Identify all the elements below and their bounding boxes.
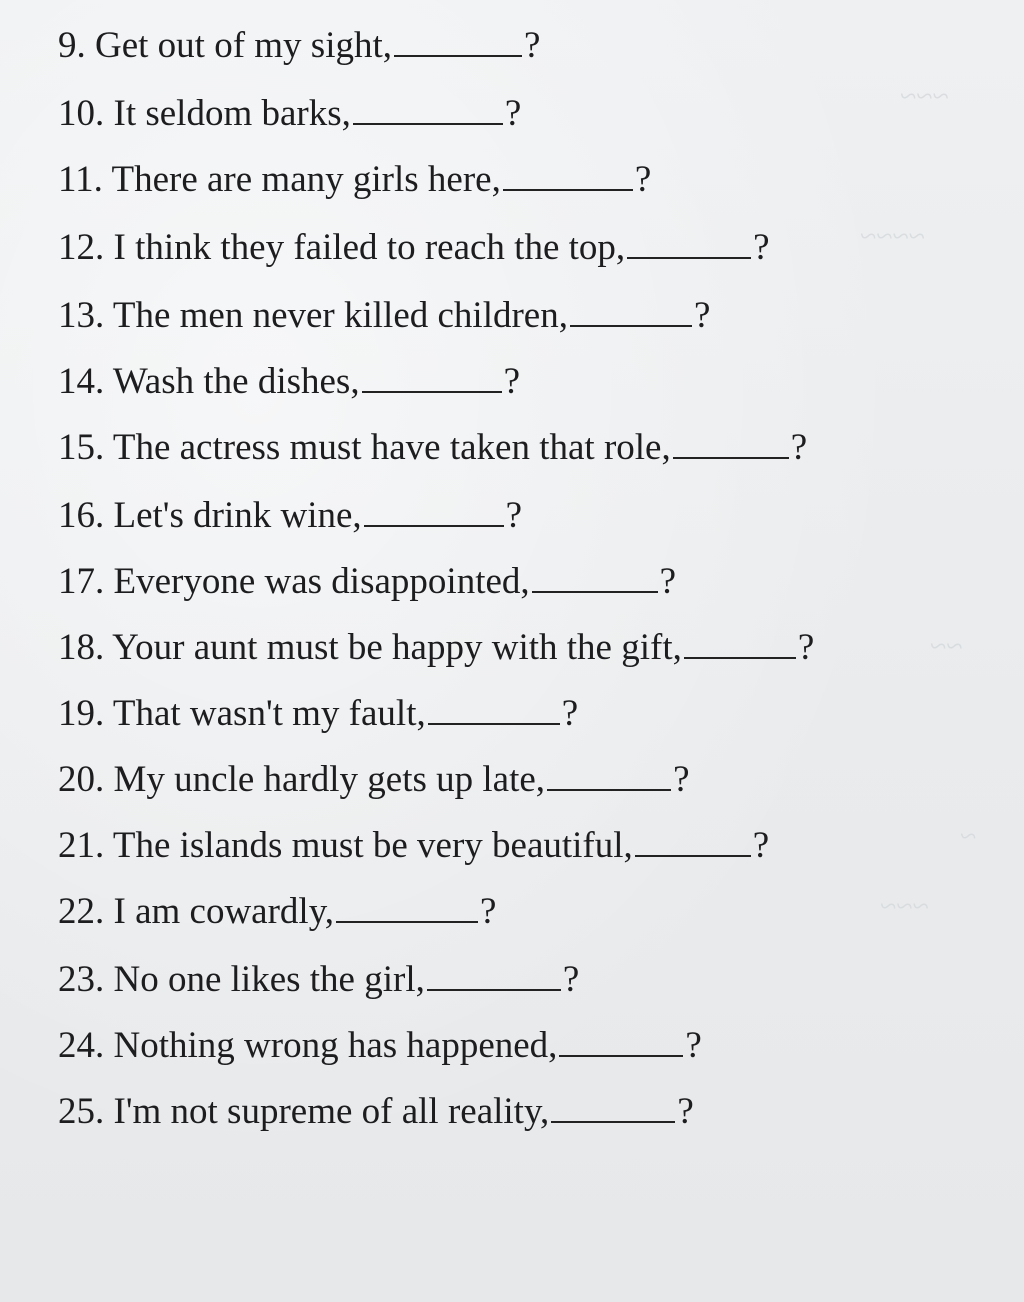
question-text: I'm not supreme of all reality,	[113, 1091, 550, 1132]
question-mark: ?	[685, 1025, 702, 1066]
question-item	[58, 1024, 702, 1068]
question-mark: ?	[504, 93, 522, 134]
question-mark: ?	[505, 495, 523, 536]
answer-blank[interactable]	[362, 361, 502, 393]
answer-blank[interactable]	[364, 495, 504, 527]
answer-blank[interactable]	[336, 891, 478, 923]
question-text: It seldom barks,	[113, 93, 351, 134]
question-number: 15.	[58, 427, 105, 468]
question-mark: ?	[561, 693, 579, 734]
question-text: Your aunt must be happy with the gift,	[112, 627, 682, 668]
question-number: 9.	[58, 25, 86, 66]
answer-blank[interactable]	[353, 93, 503, 125]
question-mark: ?	[790, 427, 808, 468]
question-number: 17.	[58, 561, 105, 602]
question-number: 12.	[58, 227, 105, 268]
question-mark: ?	[752, 825, 770, 866]
question-number: 21.	[58, 825, 105, 866]
question-text: The actress must have taken that role,	[112, 427, 671, 468]
question-mark: ?	[673, 759, 690, 800]
answer-blank[interactable]	[427, 959, 561, 991]
question-item	[58, 560, 676, 604]
question-text: There are many girls here,	[111, 159, 501, 200]
question-mark: ?	[562, 959, 580, 1000]
answer-blank[interactable]	[532, 561, 658, 593]
answer-blank[interactable]	[570, 295, 692, 327]
question-number: 16.	[58, 495, 105, 536]
question-mark: ?	[503, 361, 521, 402]
question-item	[58, 92, 521, 136]
question-number: 18.	[58, 627, 105, 668]
question-number: 10.	[58, 93, 105, 134]
question-item	[58, 958, 579, 1002]
question-mark: ?	[524, 25, 541, 66]
question-item	[58, 1090, 694, 1134]
question-item	[58, 494, 522, 538]
question-mark: ?	[693, 295, 711, 336]
question-text: I think they failed to reach the top,	[113, 227, 626, 268]
question-text: The islands must be very beautiful,	[112, 825, 633, 866]
question-number: 14.	[58, 361, 105, 402]
answer-blank[interactable]	[394, 25, 522, 57]
question-text: My uncle hardly gets up late,	[113, 759, 546, 800]
answer-blank[interactable]	[428, 693, 560, 725]
question-item	[58, 294, 710, 338]
question-item	[58, 426, 807, 470]
bleed-through-mark: ~~~	[900, 80, 949, 113]
question-item	[58, 158, 651, 202]
bleed-through-mark: ~~~~	[860, 220, 925, 253]
question-item	[58, 626, 814, 670]
answer-blank[interactable]	[503, 159, 633, 191]
question-mark: ?	[677, 1091, 694, 1132]
question-item	[58, 824, 769, 868]
answer-blank[interactable]	[684, 627, 796, 659]
question-number: 13.	[58, 295, 105, 336]
question-item	[58, 890, 496, 934]
answer-blank[interactable]	[627, 227, 751, 259]
question-number: 20.	[58, 759, 105, 800]
question-number: 25.	[58, 1091, 105, 1132]
question-mark: ?	[480, 891, 497, 932]
question-text: Nothing wrong has happened,	[113, 1025, 558, 1066]
answer-blank[interactable]	[547, 759, 671, 791]
question-item	[58, 24, 540, 68]
question-item	[58, 226, 770, 270]
bleed-through-mark: ~	[960, 820, 977, 853]
question-text: The men never killed children,	[112, 295, 568, 336]
bleed-through-mark: ~~	[930, 630, 963, 663]
question-mark: ?	[634, 159, 652, 200]
question-number: 24.	[58, 1025, 105, 1066]
question-text: That wasn't my fault,	[112, 693, 426, 734]
question-number: 19.	[58, 693, 105, 734]
bleed-through-mark: ~~~	[880, 890, 929, 923]
question-mark: ?	[753, 227, 770, 268]
question-item	[58, 360, 520, 404]
question-item	[58, 692, 578, 736]
question-number: 11.	[58, 159, 103, 200]
answer-blank[interactable]	[673, 427, 789, 459]
question-number: 22.	[58, 891, 105, 932]
question-text: Get out of my sight,	[95, 25, 393, 66]
question-text: Let's drink wine,	[113, 495, 362, 536]
answer-blank[interactable]	[635, 825, 751, 857]
question-mark: ?	[797, 627, 815, 668]
question-text: Wash the dishes,	[112, 361, 360, 402]
answer-blank[interactable]	[559, 1025, 683, 1057]
question-text: Everyone was disappointed,	[113, 561, 530, 602]
question-mark: ?	[659, 561, 677, 602]
answer-blank[interactable]	[551, 1091, 675, 1123]
question-text: I am cowardly,	[113, 891, 335, 932]
question-item	[58, 758, 690, 802]
question-text: No one likes the girl,	[113, 959, 425, 1000]
question-number: 23.	[58, 959, 105, 1000]
